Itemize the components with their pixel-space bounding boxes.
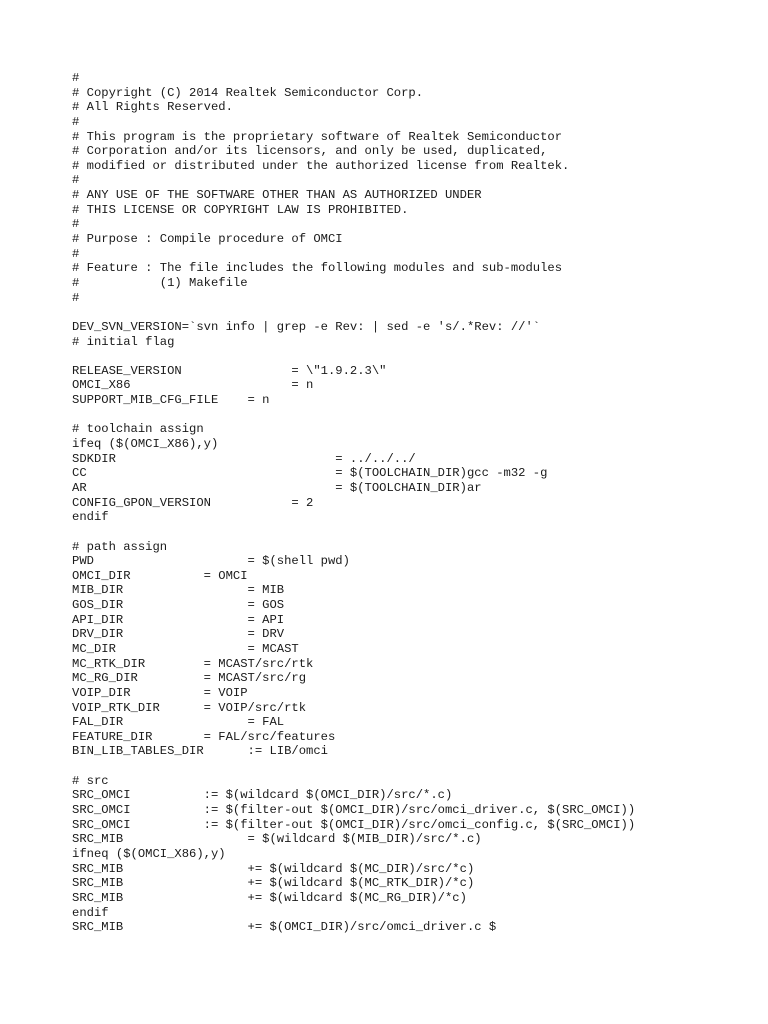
code-line: SRC_MIB += $(OMCI_DIR)/src/omci_driver.c $ — [72, 920, 497, 935]
code-line: OMCI_DIR = OMCI — [72, 568, 248, 583]
code-line: CC = $(TOOLCHAIN_DIR)gcc -m32 -g — [72, 466, 548, 481]
code-line: RELEASE_VERSION = \"1.9.2.3\" — [72, 363, 387, 378]
code-line: SRC_OMCI := $(filter-out $(OMCI_DIR)/src/omci_driver.c, $(SRC_OMCI)) — [72, 803, 636, 818]
code-line: # Corporation and/or its licensors, and only be used, duplicated, — [72, 144, 548, 159]
code-line: # initial flag — [72, 334, 175, 349]
code-line: # — [72, 173, 80, 188]
code-line: # toolchain assign — [72, 422, 204, 437]
code-line: SRC_OMCI := $(wildcard $(OMCI_DIR)/src/*.c) — [72, 788, 453, 803]
code-line: CONFIG_GPON_VERSION = 2 — [72, 495, 314, 510]
code-line: SDKDIR = ../../../ — [72, 451, 416, 466]
code-line: # — [72, 71, 80, 85]
code-line: # path assign — [72, 539, 168, 554]
code-line: # (1) Makefile — [72, 275, 248, 290]
code-line: # Feature : The file includes the following modules and sub-modules — [72, 261, 563, 276]
code-line: ifneq ($(OMCI_X86),y) — [72, 846, 226, 861]
code-line: OMCI_X86 = n — [72, 378, 314, 393]
code-line: PWD = $(shell pwd) — [72, 554, 350, 569]
code-line — [72, 525, 768, 540]
code-line: # THIS LICENSE OR COPYRIGHT LAW IS PROHIBITED. — [72, 202, 409, 217]
code-line: SUPPORT_MIB_CFG_FILE = n — [72, 393, 270, 408]
code-line: FEATURE_DIR = FAL/src/features — [72, 729, 336, 744]
code-line: VOIP_DIR = VOIP — [72, 685, 248, 700]
code-line: SRC_MIB += $(wildcard $(MC_DIR)/src/*c) — [72, 861, 475, 876]
code-line: # src — [72, 773, 109, 788]
code-line: # modified or distributed under the authorized license from Realtek. — [72, 158, 570, 173]
code-line: AR = $(TOOLCHAIN_DIR)ar — [72, 480, 482, 495]
code-line: SRC_OMCI := $(filter-out $(OMCI_DIR)/src/omci_config.c, $(SRC_OMCI)) — [72, 817, 636, 832]
code-line: endif — [72, 905, 109, 920]
code-line: GOS_DIR = GOS — [72, 598, 285, 613]
code-line: # — [72, 290, 80, 305]
makefile-listing — [72, 71, 768, 935]
code-line: # Copyright (C) 2014 Realtek Semiconductor Corp. — [72, 85, 424, 100]
code-line — [72, 408, 768, 423]
code-line: endif — [72, 510, 109, 525]
code-line: # — [72, 246, 80, 261]
code-line: # Purpose : Compile procedure of OMCI — [72, 232, 343, 247]
code-line: MC_RTK_DIR = MCAST/src/rtk — [72, 656, 314, 671]
code-line: # — [72, 114, 80, 129]
code-line: # This program is the proprietary software of Realtek Semiconductor — [72, 129, 563, 144]
code-line: # — [72, 217, 80, 232]
code-line: SRC_MIB += $(wildcard $(MC_RTK_DIR)/*c) — [72, 876, 475, 891]
code-line: API_DIR = API — [72, 612, 285, 627]
code-line — [72, 759, 768, 774]
code-line: # All Rights Reserved. — [72, 100, 233, 115]
code-line: BIN_LIB_TABLES_DIR := LIB/omci — [72, 744, 328, 759]
code-line: DEV_SVN_VERSION=`svn info | grep -e Rev: | sed -e 's/.*Rev: //'` — [72, 319, 541, 334]
code-line: DRV_DIR = DRV — [72, 627, 285, 642]
code-line: ifeq ($(OMCI_X86),y) — [72, 437, 219, 452]
code-line: FAL_DIR = FAL — [72, 715, 285, 730]
code-line — [72, 349, 768, 364]
code-line: VOIP_RTK_DIR = VOIP/src/rtk — [72, 700, 307, 715]
code-line: # ANY USE OF THE SOFTWARE OTHER THAN AS AUTHORIZED UNDER — [72, 188, 482, 203]
code-line: SRC_MIB += $(wildcard $(MC_RG_DIR)/*c) — [72, 890, 467, 905]
code-line: MIB_DIR = MIB — [72, 583, 285, 598]
code-line — [72, 305, 768, 320]
code-line: MC_RG_DIR = MCAST/src/rg — [72, 671, 307, 686]
code-line: MC_DIR = MCAST — [72, 641, 299, 656]
code-line: SRC_MIB = $(wildcard $(MIB_DIR)/src/*.c) — [72, 832, 482, 847]
